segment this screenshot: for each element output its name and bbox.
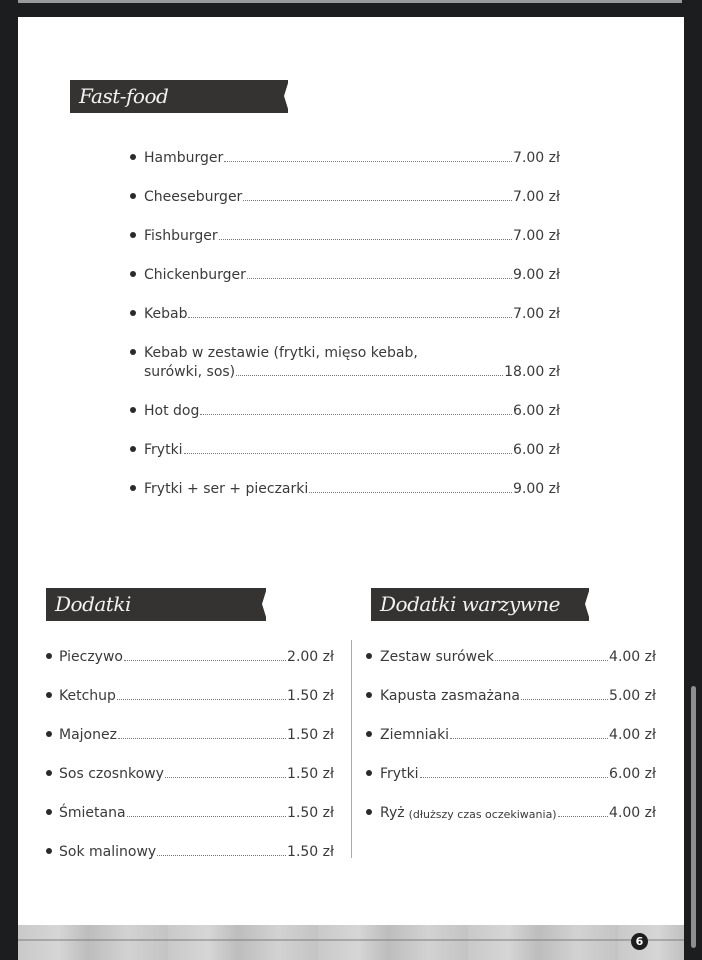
menu-page [18,17,684,960]
section-header-fastfood [70,80,288,113]
item-price: 1.50 zł [287,844,334,860]
menu-item [46,724,334,743]
bullet-icon [130,407,136,413]
item-price: 1.50 zł [287,727,334,743]
item-price: 1.50 zł [287,688,334,704]
dodatki-list [46,646,334,860]
wood-footer-strip [18,925,684,960]
item-name: Kapusta zasmażana [380,688,520,704]
section-title: Dodatki [55,592,131,616]
item-price: 6.00 zł [609,766,656,782]
item-price: 4.00 zł [609,805,656,821]
item-name: Fishburger [144,228,218,244]
previous-page-edge [18,0,682,3]
menu-item [130,225,560,244]
menu-item [366,802,656,821]
menu-item [366,646,656,665]
bullet-icon [46,653,52,659]
menu-item [46,802,334,821]
item-name: Śmietana [59,805,126,821]
leader-dots [450,738,608,739]
bullet-icon [366,731,372,737]
item-price: 1.50 zł [287,805,334,821]
page-number-badge: 6 [631,933,648,950]
menu-item [366,763,656,782]
item-name: surówki, sos) [144,364,236,380]
leader-dots [495,660,608,661]
item-name: Frytki [380,766,419,782]
menu-item [130,147,560,166]
menu-item [130,400,560,419]
bullet-icon [366,770,372,776]
menu-item [46,763,334,782]
item-price: 18.00 zł [504,364,560,380]
leader-dots [224,161,512,162]
item-price: 7.00 zł [513,306,560,322]
menu-item [366,685,656,704]
bullet-icon [46,848,52,854]
item-price: 2.00 zł [287,649,334,665]
bullet-icon [366,653,372,659]
leader-dots [243,200,512,201]
item-name: Cheeseburger [144,189,243,205]
item-name: Pieczywo [59,649,123,665]
leader-dots [117,699,286,700]
menu-item [366,724,656,743]
item-name: Frytki [144,442,183,458]
item-name: Ziemniaki [380,727,450,743]
item-price: 7.00 zł [513,189,560,205]
bullet-icon [130,349,136,355]
bullet-icon [46,731,52,737]
item-name: Ryż [380,805,405,821]
leader-dots [157,855,286,856]
item-price: 1.50 zł [287,766,334,782]
leader-dots [188,317,512,318]
bullet-icon [46,692,52,698]
menu-item [130,439,560,458]
item-price: 9.00 zł [513,481,560,497]
bullet-icon [366,809,372,815]
fastfood-list [130,147,560,497]
item-name: Chickenburger [144,267,246,283]
leader-dots [558,816,608,817]
item-name: Sos czosnkowy [59,766,164,782]
item-price: 5.00 zł [609,688,656,704]
leader-dots [124,660,286,661]
bullet-icon [366,692,372,698]
bullet-icon [46,809,52,815]
section-title: Fast-food [79,84,169,108]
leader-dots [247,278,512,279]
menu-item [46,646,334,665]
item-price: 4.00 zł [609,727,656,743]
item-name: Zestaw surówek [380,649,494,665]
item-note: (dłuższy czas oczekiwania) [408,808,557,821]
menu-item [130,186,560,205]
menu-item [130,264,560,283]
menu-item [130,342,560,380]
section-header-dodatki [46,588,266,621]
item-name: Majonez [59,727,117,743]
item-name: Sok malinowy [59,844,157,860]
item-name: Ketchup [59,688,116,704]
section-title: Dodatki warzywne [380,592,560,616]
item-price: 6.00 zł [513,403,560,419]
menu-item [130,303,560,322]
leader-dots [118,738,286,739]
item-name: Frytki + ser + pieczarki [144,481,309,497]
leader-dots [184,453,512,454]
leader-dots [165,777,286,778]
menu-item [130,478,560,497]
leader-dots [236,375,503,376]
leader-dots [219,239,512,240]
item-price: 4.00 zł [609,649,656,665]
item-price: 9.00 zł [513,267,560,283]
bullet-icon [130,485,136,491]
leader-dots [420,777,608,778]
bullet-icon [46,770,52,776]
item-name: Hot dog [144,403,200,419]
bullet-icon [130,193,136,199]
item-name-line1: Kebab w zestawie (frytki, mięso kebab, [144,345,418,361]
leader-dots [127,816,286,817]
leader-dots [521,699,608,700]
item-price: 7.00 zł [513,150,560,166]
leader-dots [309,492,512,493]
item-price: 7.00 zł [513,228,560,244]
bullet-icon [130,446,136,452]
column-divider [351,640,352,858]
menu-item [46,685,334,704]
scrollbar-thumb[interactable] [691,686,696,948]
item-name: Hamburger [144,150,224,166]
item-name: Kebab [144,306,188,322]
bullet-icon [130,154,136,160]
leader-dots [200,414,512,415]
bullet-icon [130,271,136,277]
bullet-icon [130,310,136,316]
section-header-dodatki-warzywne [371,588,589,621]
item-price: 6.00 zł [513,442,560,458]
warzywne-list [366,646,656,821]
menu-item [46,841,334,860]
bullet-icon [130,232,136,238]
